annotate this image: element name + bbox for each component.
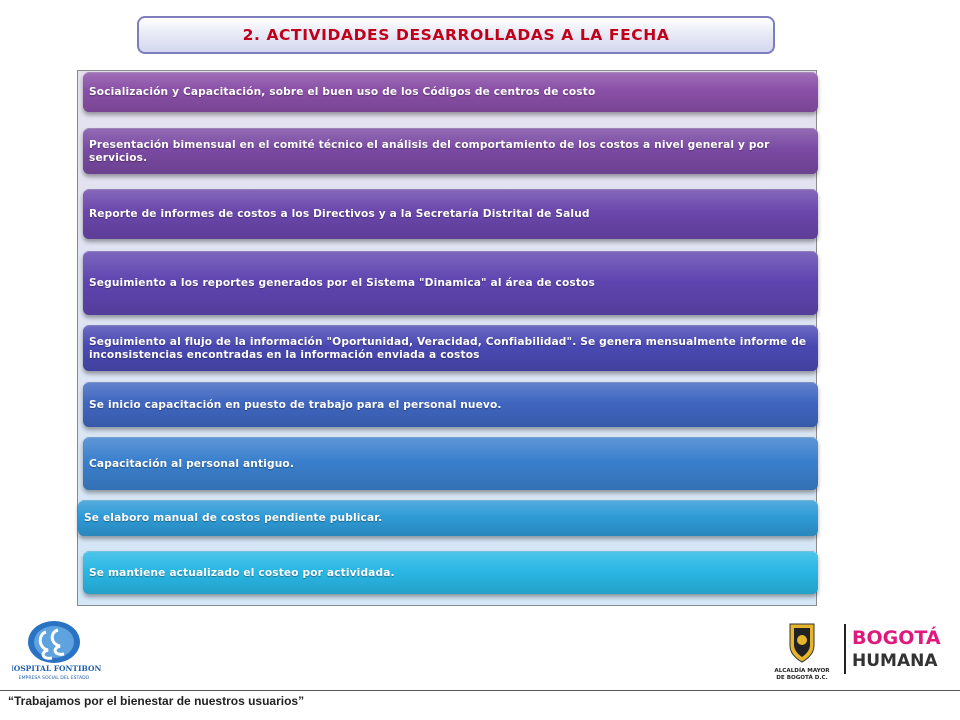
- alcaldia-line-1: ALCALDÍA MAYOR: [774, 668, 830, 674]
- activity-3-text: Reporte de informes de costos a los Directivos y a la Secretaría Distrital de Salud: [89, 208, 590, 220]
- hospital-logo: [12, 618, 112, 682]
- title-banner: [137, 16, 775, 54]
- hospital-emblem-icon: [12, 618, 112, 682]
- alcaldia-logo: [772, 620, 832, 682]
- activity-6: [83, 382, 818, 427]
- bogota-text: BOGOTÁ: [852, 627, 941, 649]
- page-title: 2. ACTIVIDADES DESARROLLADAS A LA FECHA: [242, 26, 670, 44]
- activity-8: [78, 500, 818, 536]
- bogota-humana-logo: [844, 622, 944, 678]
- activity-7: [83, 437, 818, 490]
- activity-5-text: Seguimiento al flujo de la información "Oportunidad, Veracidad, Confiabilidad". Se genera mensualmente informe de inconsistencias encontradas en la información enviada a costos: [89, 335, 807, 361]
- activity-9: [83, 551, 818, 594]
- activity-5: [83, 325, 818, 371]
- footer-divider: [0, 690, 960, 691]
- alcaldia-line-2: DE BOGOTÁ D.C.: [776, 675, 828, 681]
- activity-3: [83, 189, 818, 239]
- activity-1-text: Socialización y Capacitación, sobre el buen uso de los Códigos de centros de costo: [89, 86, 596, 98]
- activity-8-text: Se elaboro manual de costos pendiente publicar.: [84, 512, 383, 524]
- activity-4: [83, 251, 818, 315]
- coat-of-arms-icon: [772, 620, 832, 682]
- hospital-name: HOSPITAL FONTIBON: [12, 664, 102, 673]
- activity-2: [83, 128, 818, 174]
- activity-1: [83, 72, 818, 112]
- activity-9-text: Se mantiene actualizado el costeo por actividada.: [89, 566, 395, 579]
- activity-4-text: Seguimiento a los reportes generados por el Sistema "Dinamica" al área de costos: [89, 277, 595, 289]
- activity-6-text: Se inicio capacitación en puesto de trabajo para el personal nuevo.: [89, 398, 502, 411]
- activity-2-text: Presentación bimensual en el comité técnico el análisis del comportamiento de los costos a nivel general y por servicios.: [89, 138, 770, 164]
- humana-text: HUMANA: [852, 651, 938, 671]
- footer-slogan: “Trabajamos por el bienestar de nuestros usuarios”: [8, 694, 305, 708]
- bogota-humana-icon: [844, 622, 944, 678]
- activity-7-text: Capacitación al personal antiguo.: [89, 457, 295, 470]
- hospital-subtitle: EMPRESA SOCIAL DEL ESTADO: [18, 676, 90, 681]
